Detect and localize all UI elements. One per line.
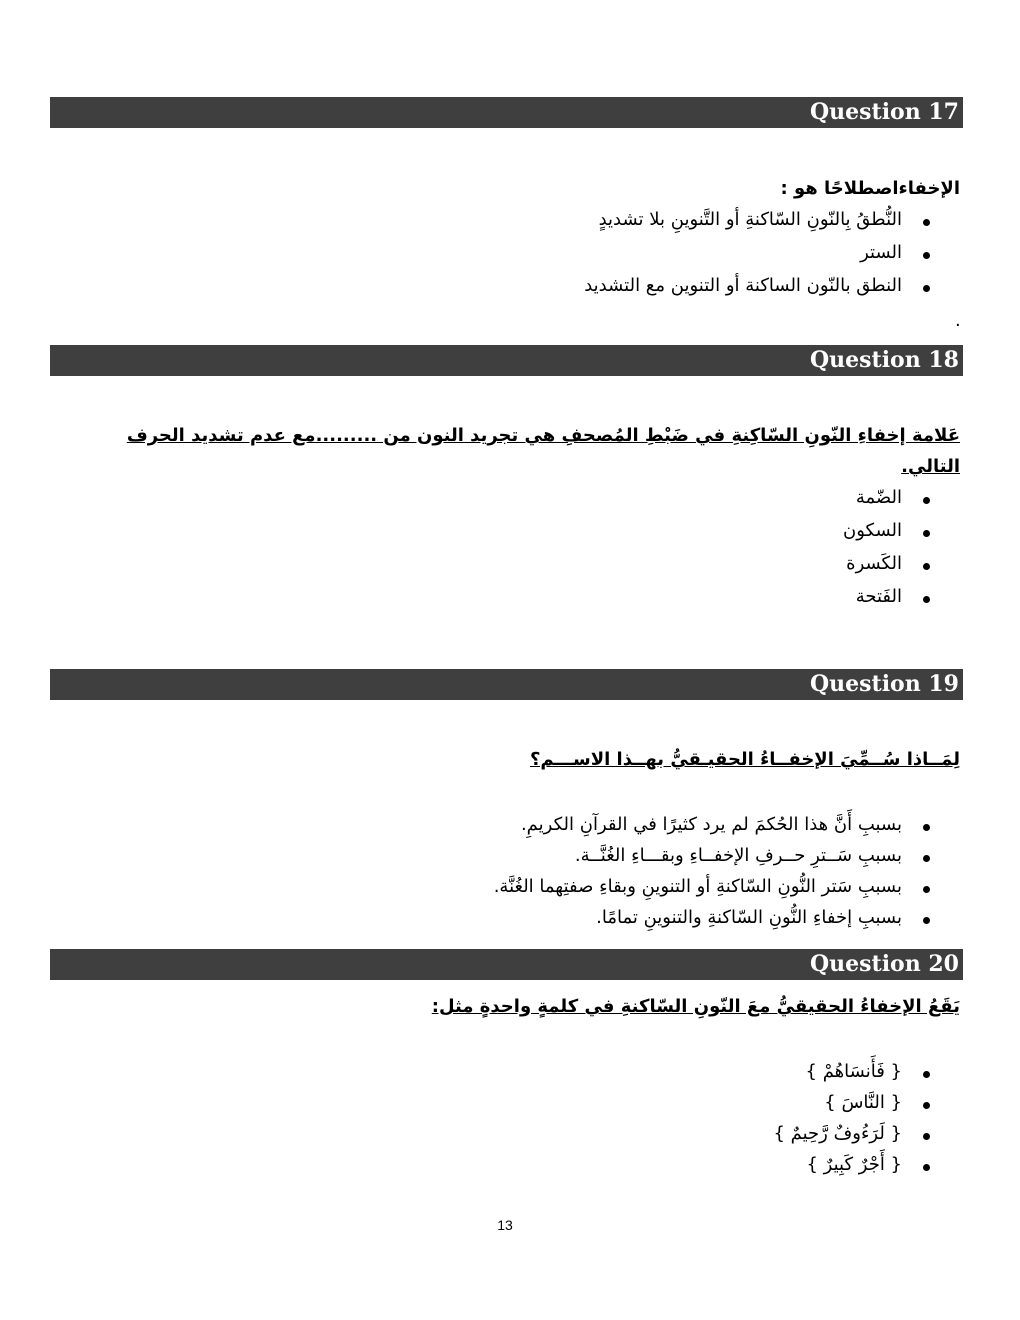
question-20-options xyxy=(773,1056,960,1180)
question-17-header: Question 17 xyxy=(50,97,963,128)
question-18-header: Question 18 xyxy=(50,345,963,376)
bullet-icon xyxy=(923,219,930,226)
option-item[interactable]: { لَرَءُوفٌ رَّحِيمٌ } xyxy=(773,1118,960,1149)
option-item[interactable]: النُّطقُ بِالنّونِ السّاكنةِ أو التَّنوينِ بلا تشديدٍ xyxy=(584,203,960,236)
bullet-icon xyxy=(923,1164,930,1171)
bullet-icon xyxy=(923,596,930,603)
bullet-icon xyxy=(923,530,930,537)
page-number: 13 xyxy=(497,1217,513,1233)
option-item[interactable]: النطق بالنّون الساكنة أو التنوين مع التشديد xyxy=(584,269,960,302)
option-item[interactable]: { النَّاسَ } xyxy=(773,1087,960,1118)
bullet-icon xyxy=(923,497,930,504)
trailing-period: . xyxy=(955,310,961,331)
bullet-icon xyxy=(923,1071,930,1078)
bullet-icon xyxy=(923,886,930,893)
question-19-options xyxy=(494,809,960,933)
bullet-icon xyxy=(923,285,930,292)
bullet-icon xyxy=(923,1133,930,1140)
question-17-prompt: الإخفاءاصطلاحًا هو : xyxy=(780,178,960,199)
option-item[interactable]: الكَسرة xyxy=(843,547,960,580)
bullet-icon xyxy=(923,1102,930,1109)
question-19-header: Question 19 xyxy=(50,669,963,700)
option-item[interactable]: الضّمة xyxy=(843,481,960,514)
bullet-icon xyxy=(923,855,930,862)
option-item[interactable]: بسببِ أَنَّ هذا الحُكمَ لم يرد كثيرًا في القرآنِ الكريمِ. xyxy=(494,809,960,840)
question-20-prompt: يَقَعُ الإخفاءُ الحقيقيُّ معَ النّونِ السّاكنةِ في كلمةٍ واحدةٍ مثل: xyxy=(431,996,960,1017)
option-item[interactable]: السكون xyxy=(843,514,960,547)
bullet-icon xyxy=(923,824,930,831)
option-item[interactable]: بسببِ إخفاءِ النُّونِ السّاكنةِ والتنوينِ تمامًا. xyxy=(494,902,960,933)
option-item[interactable]: بسببِ سَتر النُّونِ السّاكنةِ أو التنوينِ وبقاءِ صفتِهما الغُنَّة. xyxy=(494,871,960,902)
option-item[interactable]: { فَأَنسَاهُمْ } xyxy=(773,1056,960,1087)
option-item[interactable]: بسببِ سَــترِ حــرفِ الإخفــاءِ وبقـــاءِ الغُنَّــة. xyxy=(494,840,960,871)
question-18-options xyxy=(843,481,960,613)
bullet-icon xyxy=(923,917,930,924)
option-item[interactable]: { أَجْرٌ كَبِيرٌ } xyxy=(773,1149,960,1180)
question-19-prompt: لِمَــاذا سُــمِّيَ الإخفــاءُ الحقيـقيُّ بهــذا الاســـم؟ xyxy=(529,749,960,770)
question-17-options xyxy=(584,203,960,302)
question-20-header: Question 20 xyxy=(50,949,963,980)
question-18-prompt: عَلامة إخفاءِ النّونِ السّاكِنةِ في ضَبْطِ المُصحفِ هي تجريد النون من .........مع عدم تشديد الحرف التالي. xyxy=(126,425,960,477)
option-item[interactable]: الستر xyxy=(584,236,960,269)
bullet-icon xyxy=(923,252,930,259)
option-item[interactable]: الفَتحة xyxy=(843,580,960,613)
bullet-icon xyxy=(923,563,930,570)
